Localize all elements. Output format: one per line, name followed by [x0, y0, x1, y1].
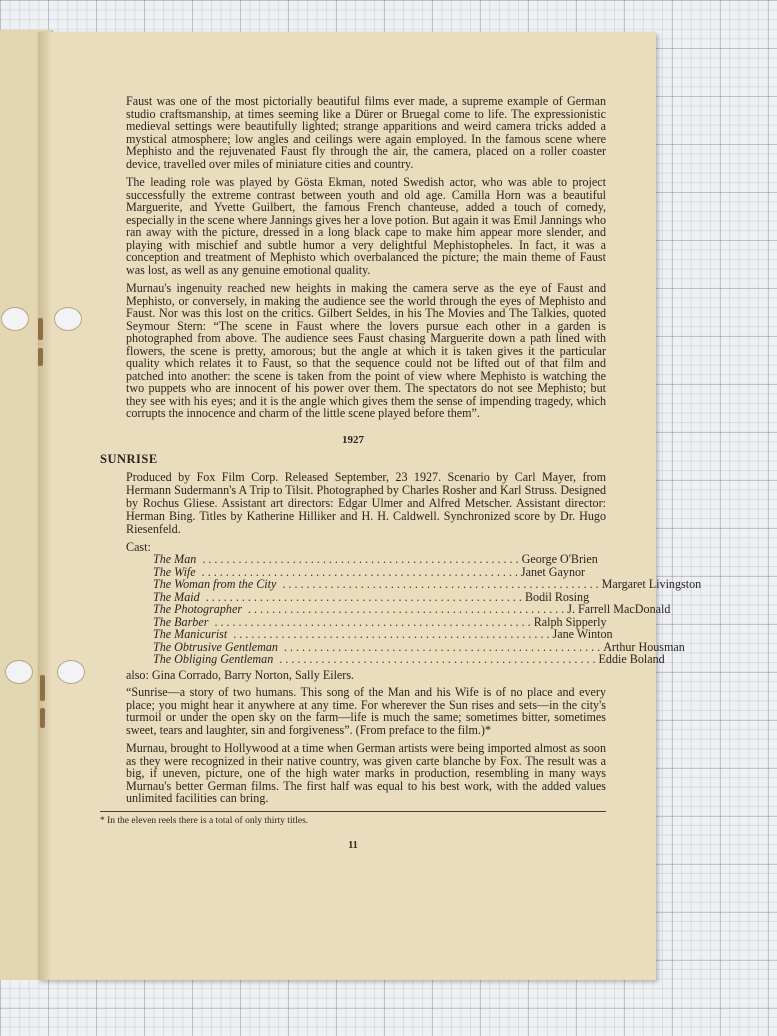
cast-role: The Obliging Gentleman — [153, 652, 274, 667]
cast-role: The Photographer — [153, 602, 243, 617]
rust-stain — [40, 708, 45, 728]
cast-role: The Barber — [153, 614, 209, 629]
film-title: SUNRISE — [100, 451, 158, 466]
cast-role: The Wife — [153, 564, 196, 579]
punch-hole — [5, 660, 33, 684]
cast-row: The Barber ..................................................... Ralph Sipperly — [153, 616, 606, 629]
page-number: 11 — [348, 839, 358, 851]
cast-row: The Maid ..................................................... Bodil Rosing — [153, 591, 606, 604]
punch-hole — [57, 660, 85, 684]
cast-also: also: Gina Corrado, Barry Norton, Sally Eilers. — [126, 667, 355, 682]
page-content — [100, 94, 702, 851]
faust-paragraph-3: Murnau's ingenuity reached new heights in making the camera serve as the eye of Faust and Mephisto, or conversely, in making the audience see the world through the eyes of Mephisto and Faust. Nor was this lost on the critics. Gilbert Seldes, in his The Movies and The Talkies, quoted Seymour Stern: “The scene in Faust where the lovers pursue each other in a garden is photographed from above. The audience sees Faust chasing Marguerite down a path lined with flowers, the scene is pretty, amorous; but the angle at which it is taken gives it the particular quality which relates it to Faust, so that the sequence could not be lifted out of that film and patched into another: the scene is taken from the point of view where Mephisto is watching the two puppets who are innocent of his power over them. The spectators do not see Mephisto; but they see with his eyes; and it is the angle which gives them the sense of impending tragedy, which corrupts the innocence and charm of the little scene played before them”. — [126, 281, 606, 420]
cast-row: The Photographer ..................................................... J. Farrell MacDonald — [153, 603, 606, 616]
cast-label: Cast: — [126, 539, 151, 554]
cast-role: The Woman from the City — [153, 577, 277, 592]
cast-role: The Maid — [153, 589, 200, 604]
faust-paragraph-2: The leading role was played by Gösta Ekman, noted Swedish actor, who was able to project successfully the extreme contrast between youth and old age. Camilla Horn was a beautiful Marguerite, and Yvette Guilbert, the famous French chanteuse, added a touch of comedy, especially in the scene where Jannings gives her a love potion. But again it was Emil Jannings who ran away with the picture, dressed in a long black cape to make him appear more slender, and playing with mischief and subtle humor a very delightful Mephistopheles. In fact, it was a conception and treatment of Mephisto which overbalanced the picture; the main theme of Faust was lost, as well as any genuine emotional quality. — [126, 175, 606, 277]
cast-actor: Janet Gaynor — [520, 564, 586, 579]
cast-actor: Ralph Sipperly — [533, 614, 607, 629]
cast-actor: Arthur Housman — [603, 639, 685, 654]
closing-paragraph: Murnau, brought to Hollywood at a time when German artists were being imported almost as soon as they were recognized in their native country, was given carte blanche by Fox. The result was a big, if uneven, picture, one of the high water marks in production, resembling in many ways Murnau's better German films. The first half was equal to his best work, with the added values unlimited facilities can bring. — [126, 741, 606, 806]
cast-actor: George O'Brien — [521, 552, 598, 567]
cast-role: The Man — [153, 552, 197, 567]
cast-row: The Manicurist ..................................................... Jane Winton — [153, 628, 606, 641]
cast-row: The Woman from the City ..................................................... Margaret Livingston — [153, 578, 606, 591]
footnote-rule — [100, 811, 606, 812]
cast-role: The Manicurist — [153, 627, 228, 642]
cast-actor: Margaret Livingston — [601, 577, 702, 592]
cast-actor: Eddie Boland — [598, 652, 665, 667]
cast-actor: Bodil Rosing — [524, 589, 590, 604]
sunrise-quote: “Sunrise—a story of two humans. This song of the Man and his Wife is of no place and every place; you might hear it anywhere at any time. For wherever the Sun rises and sets—in the city's turmoil or under the open sky on the farm—life is much the same; sometimes bitter, sometimes sweet, tears and laughter, sin and forgiveness”. (From preface to the film.)* — [126, 685, 606, 737]
cast-row: The Man ..................................................... George O'Brien — [153, 553, 606, 566]
credits-paragraph: Produced by Fox Film Corp. Released September, 23 1927. Scenario by Carl Mayer, from Hermann Sudermann's A Trip to Tilsit. Photographed by Charles Rosher and Karl Struss. Designed by Rochus Gliese. Assistant art directors: Edgar Ulmer and Alfred Metscher. Assistant director: Herman Bing. Titles by Katherine Hilliker and H. H. Caldwell. Synchronized score by Dr. Hugo Riesenfeld. — [126, 469, 606, 537]
faust-paragraph-1: Faust was one of the most pictorially beautiful films ever made, a supreme example of German studio craftsmanship, at times seeming like a Dürer or Bruegal come to life. The expressionistic medieval settings were beautifully lighted; strange apparitions and weird camera tricks added a mystical atmosphere; low angles and ceilings were again employed. In the famous scene where Mephisto and the rejuvenated Faust fly through the air, the camera, placed on a roller coaster device, travelled over miles of miniature cities and country. — [126, 94, 606, 171]
cast-role: The Obtrusive Gentleman — [153, 639, 278, 654]
rust-stain — [38, 348, 43, 366]
rust-stain — [40, 675, 45, 701]
cast-actor: J. Farrell MacDonald — [567, 602, 671, 617]
cast-list — [100, 552, 702, 667]
cast-row: The Obtrusive Gentleman ..................................................... Arthur Housman — [153, 641, 606, 654]
rust-stain — [38, 318, 43, 340]
cast-actor: Jane Winton — [552, 627, 613, 642]
footnote: * In the eleven reels there is a total of only thirty titles. — [100, 815, 309, 826]
cast-row: The Wife ..................................................... Janet Gaynor — [153, 566, 606, 579]
punch-hole — [54, 307, 82, 331]
year-heading: 1927 — [342, 433, 364, 446]
cast-row: The Obliging Gentleman ..................................................... Eddie Boland — [153, 653, 606, 666]
punch-hole — [1, 307, 29, 331]
